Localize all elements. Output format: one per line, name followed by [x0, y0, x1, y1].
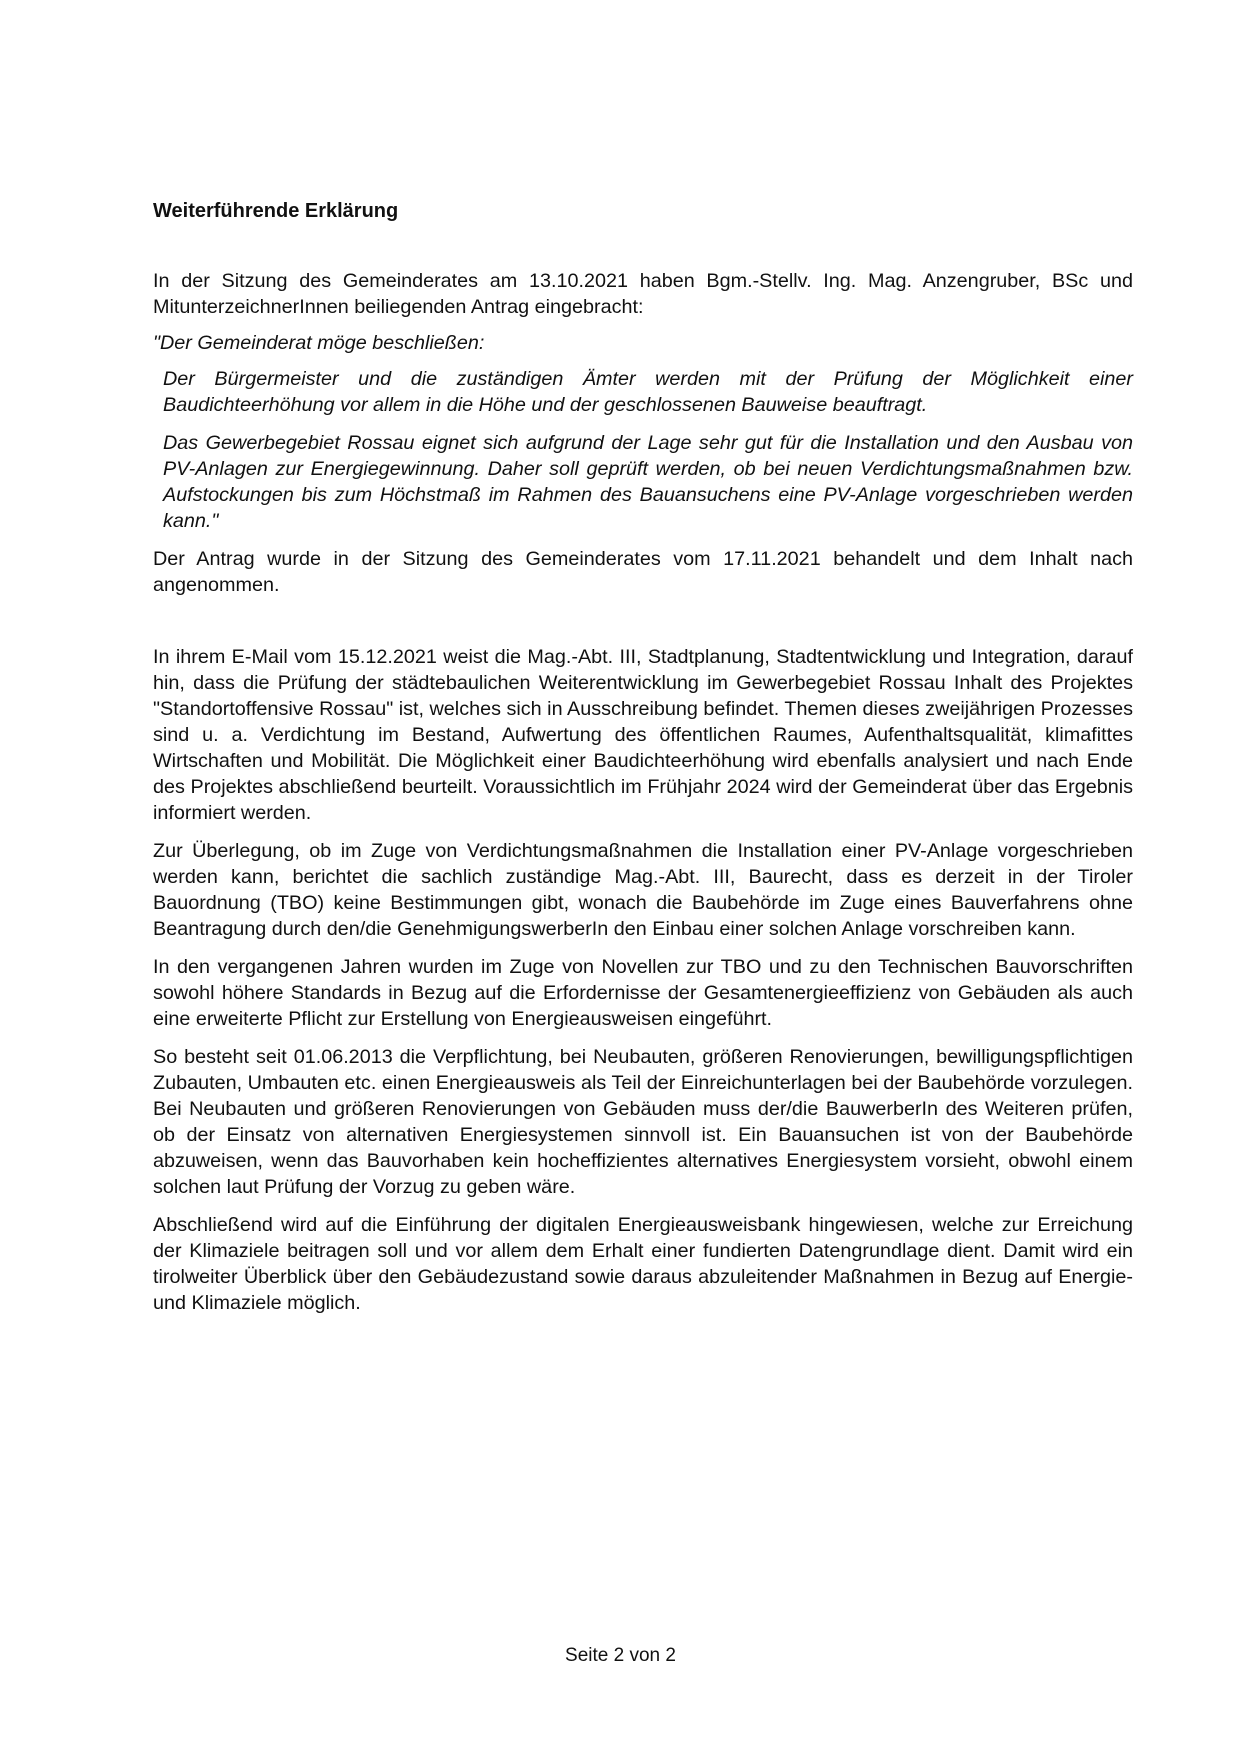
- motion-quote-paragraph-2: Das Gewerbegebiet Rossau eignet sich aufgrund der Lage sehr gut für die Installation und den Ausbau von PV-Anlagen zur Energiegewinnung. Daher soll geprüft werden, ob bei neuen Verdichtungsmaßnahmen bzw. Aufstockungen bis zum Höchstmaß im Rahmen des Bauansuchens eine PV-Anlage vorgeschrieben werden kann.": [163, 432, 1133, 532]
- page-number: Seite 2 von 2: [565, 1645, 676, 1666]
- decision-paragraph: Der Antrag wurde in der Sitzung des Gemeinderates vom 17.11.2021 behandelt und dem Inhalt nach angenommen.: [153, 548, 1133, 596]
- body-paragraph-2: Zur Überlegung, ob im Zuge von Verdichtungsmaßnahmen die Installation einer PV-Anlage vorgeschrieben werden kann, berichtet die sachlich zuständige Mag.-Abt. III, Baurecht, dass es derzeit in der Tiroler Bauordnung (TBO) keine Bestimmungen gibt, wonach die Baubehörde im Zuge eines Bauverfahrens ohne Beantragung durch den/die GenehmigungswerberIn den Einbau einer solchen Anlage vorschreiben kann.: [153, 840, 1133, 940]
- document-heading: Weiterführende Erklärung: [153, 200, 399, 222]
- motion-quote-paragraph-1: Der Bürgermeister und die zuständigen Ämter werden mit der Prüfung der Möglichkeit einer Baudichteerhöhung vor allem in die Höhe und der geschlossenen Bauweise beauftragt.: [163, 368, 1133, 416]
- intro-paragraph: In der Sitzung des Gemeinderates am 13.10.2021 haben Bgm.-Stellv. Ing. Mag. Anzengruber, BSc und MitunterzeichnerInnen beiliegenden Antrag eingebracht:: [153, 270, 1133, 318]
- body-paragraph-1: In ihrem E-Mail vom 15.12.2021 weist die Mag.-Abt. III, Stadtplanung, Stadtentwicklung und Integration, darauf hin, dass die Prüfung der städtebaulichen Weiterentwicklung im Gewerbegebiet Rossau Inhalt des Projektes "Standortoffensive Rossau" ist, welches sich in Ausschreibung befindet. Themen dieses zweijährigen Prozesses sind u. a. Verdichtung im Bestand, Aufwertung des öffentlichen Raumes, Aufenthaltsqualität, klimafittes Wirtschaften und Mobilität. Die Möglichkeit einer Baudichteerhöhung wird ebenfalls analysiert und nach Ende des Projektes abschließend beurteilt. Voraussichtlich im Frühjahr 2024 wird der Gemeinderat über das Ergebnis informiert werden.: [153, 646, 1133, 824]
- body-paragraph-4: So besteht seit 01.06.2013 die Verpflichtung, bei Neubauten, größeren Renovierungen, bewilligungspflichtigen Zubauten, Umbauten etc. einen Energieausweis als Teil der Einreichunterlagen bei der Baubehörde vorzulegen. Bei Neubauten und größeren Renovierungen von Gebäuden muss der/die BauwerberIn des Weiteren prüfen, ob der Einsatz von alternativen Energiesystemen sinnvoll ist. Ein Bauansuchen ist von der Baubehörde abzuweisen, wenn das Bauvorhaben kein hocheffizientes alternatives Energiesystem vorsieht, obwohl einem solchen laut Prüfung der Vorzug zu geben wäre.: [153, 1046, 1133, 1198]
- body-paragraph-3: In den vergangenen Jahren wurden im Zuge von Novellen zur TBO und zu den Technischen Bauvorschriften sowohl höhere Standards in Bezug auf die Erfordernisse der Gesamtenergieeffizienz von Gebäuden als auch eine erweiterte Pflicht zur Erstellung von Energieausweisen eingeführt.: [153, 956, 1133, 1030]
- document-body: [153, 198, 1133, 1316]
- motion-quote-intro: "Der Gemeinderat möge beschließen:: [153, 332, 485, 354]
- body-paragraph-5: Abschließend wird auf die Einführung der digitalen Energieausweisbank hingewiesen, welche zur Erreichung der Klimaziele beitragen soll und vor allem dem Erhalt einer fundierten Datengrundlage dient. Damit wird ein tirolweiter Überblick über den Gebäudezustand sowie daraus abzuleitender Maßnahmen in Bezug auf Energie- und Klimaziele möglich.: [153, 1214, 1133, 1314]
